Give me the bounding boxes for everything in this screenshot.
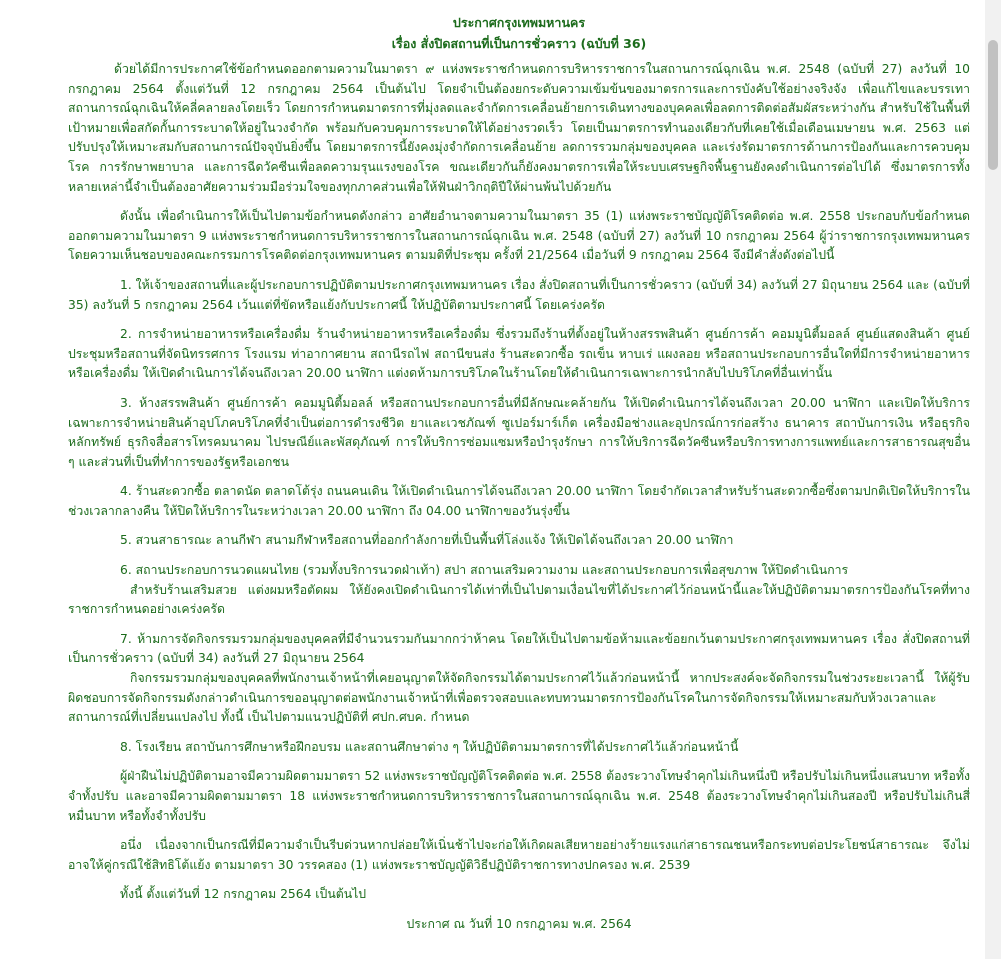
item-6-main: 6. สถานประกอบการนวดแผนไทย (รวมทั้งบริการนวดฝ่าเท้า) สปา สถานเสริมความงาม และสถานประกอบการเพื่อสุขภาพ ให้ปิดดำเนินการ: [120, 563, 849, 578]
urgency-paragraph: อนึ่ง เนื่องจากเป็นกรณีที่มีความจำเป็นรีบด่วนหากปล่อยให้เนิ่นช้าไปจะก่อให้เกิดผลเสียหายอย่างร้ายแรงแก่สาธารณชนหรือกระทบต่อประโยชน์สาธารณะ จึงไม่อาจให้คู่กรณีใช้สิทธิโต้แย้ง ตามมาตรา 30 วรรคสอง (1) แห่งพระราชบัญญัติวิธีปฏิบัติราชการทางปกครอง พ.ศ. 2539: [68, 838, 970, 872]
item-7: [68, 630, 970, 728]
penalty-paragraph: ผู้ฝ่าฝืนไม่ปฏิบัติตามอาจมีความผิดตามมาตรา 52 แห่งพระราชบัญญัติโรคติดต่อ พ.ศ. 2558 ต้องระวางโทษจำคุกไม่เกินหนึ่งปี หรือปรับไม่เกินหนึ่งแสนบาท หรือทั้งจำทั้งปรับ และอาจมีความผิดตามมาตรา 18 แห่งพระราชกำหนดการบริหารราชการในสถานการณ์ฉุกเฉิน พ.ศ. 2548 ต้องระวางโทษจำคุกไม่เกินสองปี หรือปรับไม่เกินสี่หมื่นบาท หรือทั้งจำทั้งปรับ: [68, 769, 970, 823]
scrollbar-thumb[interactable]: [988, 40, 998, 170]
item-6: [68, 561, 970, 620]
item-8: 8. โรงเรียน สถาบันการศึกษาหรือฝึกอบรม และสถานศึกษาต่าง ๆ ให้ปฏิบัติตามมาตรการที่ได้ประกาศไว้แล้วก่อนหน้านี้: [120, 739, 739, 754]
item-1: 1. ให้เจ้าของสถานที่และผู้ประกอบการปฏิบัติตามประกาศกรุงเทพมหานคร เรื่อง สั่งปิดสถานที่เป็นการชั่วคราว (ฉบับที่ 34) ลงวันที่ 27 มิถุนายน 2564 และ (ฉบับที่ 35) ลงวันที่ 5 กรกฎาคม 2564 เว้นแต่ที่ขัดหรือแย้งกับประกาศนี้ ให้ปฏิบัติตามประกาศนี้ โดยเคร่งครัด: [68, 277, 970, 312]
item-5: 5. สวนสาธารณะ ลานกีฬา สนามกีฬาหรือสถานที่ออกกำลังกายที่เป็นพื้นที่โล่งแจ้ง ให้เปิดได้จนถึงเวลา 20.00 นาฬิกา: [120, 533, 734, 548]
item-7-sub: กิจกรรมรวมกลุ่มของบุคคลที่พนักงานเจ้าหน้าที่เคยอนุญาตให้จัดกิจกรรมได้ตามประกาศไว้แล้วก่อนหน้านี้ หากประสงค์จะจัดกิจกรรมในช่วงระยะเวลานี้ ให้ผู้รับผิดชอบการจัดกิจกรรมดังกล่าวดำเนินการขออนุญาตต่อพนักงานเจ้าหน้าที่เพื่อตรวจสอบและทบทวนมาตรการป้องกันโรคในการจัดกิจกรรมให้เหมาะสมกับห้วงเวลาและสถานการณ์ที่เปลี่ยนแปลงไป ทั้งนี้ เป็นไปตามแนวปฏิบัติที่ ศปก.ศบค. กำหนด: [68, 671, 970, 725]
title-line-2: เรื่อง สั่งปิดสถานที่เป็นการชั่วคราว (ฉบับที่ 36): [391, 36, 647, 51]
signature-date: ประกาศ ณ วันที่ 10 กรกฎาคม พ.ศ. 2564: [406, 916, 632, 931]
title-line-1: ประกาศกรุงเทพมหานคร: [452, 15, 586, 30]
announcement-document: [68, 12, 970, 935]
preamble-paragraph-2: ดังนั้น เพื่อดำเนินการให้เป็นไปตามข้อกำหนดดังกล่าว อาศัยอำนาจตามความในมาตรา 35 (1) แห่งพระราชบัญญัติโรคติดต่อ พ.ศ. 2558 ประกอบกับข้อกำหนดออกตามความในมาตรา 9 แห่งพระราชกำหนดการบริหารราชการในสถานการณ์ฉุกเฉิน พ.ศ. 2548 (ฉบับที่ 27) ลงวันที่ 10 กรกฎาคม 2564 ผู้ว่าราชการกรุงเทพมหานคร โดยความเห็นชอบของคณะกรรมการโรคติดต่อกรุงเทพมหานคร ตามมติที่ประชุม ครั้งที่ 21/2564 เมื่อวันที่ 9 กรกฎาคม 2564 จึงมีคำสั่งดังต่อไปนี้: [68, 209, 970, 263]
announcement-title: [68, 12, 970, 54]
preamble-paragraph-1: ด้วยได้มีการประกาศใช้ข้อกำหนดออกตามความในมาตรา ๙ แห่งพระราชกำหนดการบริหารราชการในสถานการณ์ฉุกเฉิน พ.ศ. 2548 (ฉบับที่ 27) ลงวันที่ 10 กรกฎาคม 2564 ตั้งแต่วันที่ 12 กรกฎาคม 2564 เป็นต้นไป โดยจำเป็นต้องยกระดับความเข้มข้นของมาตรการและการบังคับใช้อย่างจริงจัง เพื่อแก้ไขและบรรเทาสถานการณ์ฉุกเฉินให้คลี่คลายลงโดยเร็ว โดยการกำหนดมาตรการที่มุ่งลดและจำกัดการเคลื่อนย้ายการเดินทางของบุคคลเพื่อลดการติดต่อสัมผัสระหว่างกัน สำหรับใช้ในพื้นที่เป้าหมายเพื่อสกัดกั้นการระบาดให้อยู่ในวงจำกัด พร้อมกับควบคุมการระบาดให้ได้อย่างรวดเร็ว โดยเป็นมาตรการทำนองเดียวกับที่เคยใช้เมื่อเดือนเมษายน พ.ศ. 2563 แต่ปรับปรุงให้เหมาะสมกับสถานการณ์ปัจจุบันยิ่งขึ้น โดยมาตรการนี้ยังคงมุ่งจำกัดการเคลื่อนย้าย ลดการรวมกลุ่มของบุคคล และเร่งรัดมาตรการด้านการป้องกันและการควบคุมโรค การรักษาพยาบาล และการฉีดวัคซีนเพื่อลดความรุนแรงของโรค ขณะเดียวกันก็ยังคงมาตรการเพื่อให้ระบบเศรษฐกิจพื้นฐานยังคงดำเนินการต่อไปได้ ซึ่งมาตรการทั้งหลายเหล่านี้จำเป็นต้องอาศัยความร่วมมือร่วมใจของทุกภาคส่วนเพื่อให้ฟันฝ่าวิกฤติปีให้ผ่านพ้นไปด้วยกัน: [68, 62, 970, 194]
item-6-sub: สำหรับร้านเสริมสวย แต่งผมหรือตัดผม ให้ยังคงเปิดดำเนินการได้เท่าที่เป็นไปตามเงื่อนไขที่ได้ประกาศไว้ก่อนหน้านี้และให้ปฏิบัติตามมาตรการป้องกันโรคที่ทางราชการกำหนดอย่างเคร่งครัด: [68, 582, 970, 617]
item-4: 4. ร้านสะดวกซื้อ ตลาดนัด ตลาดโต้รุ่ง ถนนคนเดิน ให้เปิดดำเนินการได้จนถึงเวลา 20.00 นาฬิกา โดยจำกัดเวลาสำหรับร้านสะดวกซื้อซึ่งตามปกติเปิดให้บริการในช่วงเวลากลางคืน ให้ปิดให้บริการในระหว่างเวลา 20.00 นาฬิกา ถึง 04.00 นาฬิกาของวันรุ่งขึ้น: [68, 484, 970, 518]
effective-date: ทั้งนี้ ตั้งแต่วันที่ 12 กรกฎาคม 2564 เป็นต้นไป: [120, 887, 367, 902]
vertical-scrollbar[interactable]: [985, 0, 1001, 959]
item-3: 3. ห้างสรรพสินค้า ศูนย์การค้า คอมมูนิตี้มอลล์ หรือสถานประกอบการอื่นที่มีลักษณะคล้ายกัน ให้เปิดดำเนินการได้จนถึงเวลา 20.00 นาฬิกา และเปิดให้บริการเฉพาะการจำหน่ายสินค้าอุปโภคบริโภคที่จำเป็นต่อการดำรงชีวิต ยาและเวชภัณฑ์ ซูเปอร์มาร์เก็ต เครื่องมือช่างและอุปกรณ์การก่อสร้าง ธนาคาร สถาบันการเงิน หรือธุรกิจหลักทรัพย์ ธุรกิจสื่อสารโทรคมนาคม ไปรษณีย์และพัสดุภัณฑ์ การให้บริการซ่อมแซมหรือบำรุงรักษา การให้บริการฉีดวัคซีนหรือบริการทางการแพทย์และการสาธารณสุขอื่น ๆ และส่วนที่เป็นที่ทำการของรัฐหรือเอกชน: [68, 395, 970, 469]
item-2: 2. การจำหน่ายอาหารหรือเครื่องดื่ม ร้านจำหน่ายอาหารหรือเครื่องดื่ม ซึ่งรวมถึงร้านที่ตั้งอยู่ในห้างสรรพสินค้า ศูนย์การค้า คอมมูนิตี้มอลล์ ศูนย์แสดงสินค้า ศูนย์ประชุมหรือสถานที่จัดนิทรรศการ โรงแรม ท่าอากาศยาน สถานีรถไฟ สถานีขนส่ง ร้านสะดวกซื้อ รถเข็น หาบเร่ แผงลอย หรือสถานประกอบการอื่นใดที่มีการจำหน่ายอาหารหรือเครื่องดื่ม ให้เปิดดำเนินการได้จนถึงเวลา 20.00 นาฬิกา แต่งดห้ามการบริโภคในร้านโดยให้ดำเนินการเฉพาะการนำกลับไปบริโภคที่อื่นเท่านั้น: [68, 327, 970, 381]
item-7-main: 7. ห้ามการจัดกิจกรรมรวมกลุ่มของบุคคลที่มีจำนวนรวมกันมากกว่าห้าคน โดยให้เป็นไปตามข้อห้ามและข้อยกเว้นตามประกาศกรุงเทพมหานคร เรื่อง สั่งปิดสถานที่เป็นการชั่วคราว (ฉบับที่ 34) ลงวันที่ 27 มิถุนายน 2564: [68, 631, 970, 666]
